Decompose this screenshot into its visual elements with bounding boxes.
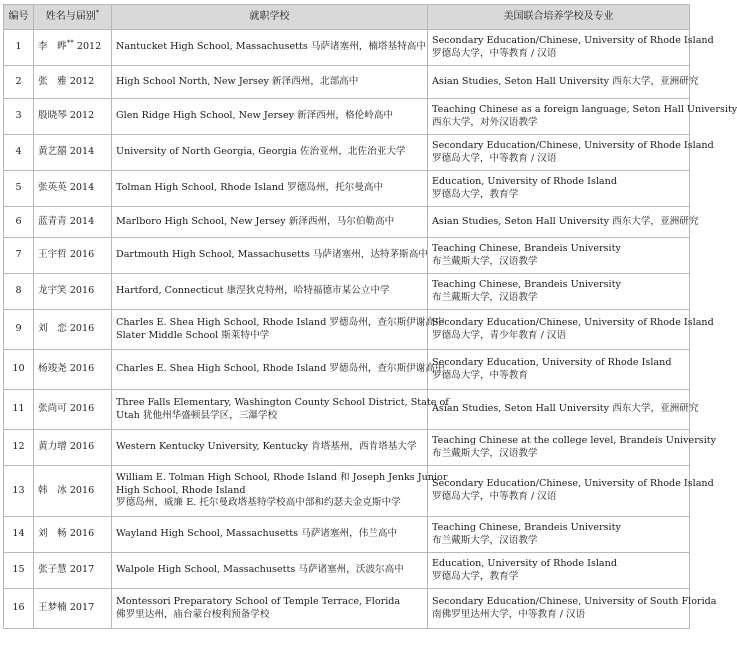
table-row (4, 171, 690, 207)
employer-school (112, 238, 428, 274)
us-program (428, 310, 714, 350)
header-row (4, 5, 690, 30)
program-line: 南佛罗里达州大学，中等教育 / 汉语 (432, 608, 586, 620)
program-line: 罗德岛大学，教育学 (432, 570, 519, 582)
program-line: Secondary Education/Chinese, University of Rhode Island (432, 316, 714, 328)
us-program (428, 99, 737, 135)
table-row (4, 99, 690, 135)
program-line: 布兰戴斯大学，汉语教学 (432, 291, 538, 303)
employer-school (112, 207, 428, 238)
employer-school (112, 589, 428, 629)
table-row (4, 135, 690, 171)
program-line: 罗德岛大学，青少年教育 / 汉语 (432, 329, 567, 341)
program-line: Secondary Education/Chinese, University of South Florida (432, 595, 717, 607)
school-line: Montessori Preparatory School of Temple Terrace, Florida (116, 595, 401, 607)
program-line: Teaching Chinese, Brandeis University (432, 521, 621, 533)
row-number: 16 (4, 589, 34, 629)
table-row (4, 207, 690, 238)
school-line: 罗德岛州，威廉 E. 托尔曼政塔基特学校高中部和约瑟夫金克斯中学 (116, 497, 401, 509)
header-footnote-mark: * (95, 8, 100, 17)
table-row (4, 350, 690, 390)
us-program (428, 350, 690, 390)
graduation-year: 2012 (76, 41, 102, 53)
school-line: Charles E. Shea High School, Rhode Island 罗德岛州，查尔斯伊谢高中 (116, 363, 445, 375)
table-row (4, 589, 690, 629)
student-name-year: 张英英 2014 (34, 171, 112, 207)
us-program (428, 517, 690, 553)
employer-school (112, 66, 428, 99)
header-no: 编号 (4, 5, 34, 30)
table-row (4, 310, 690, 350)
employer-school (112, 171, 428, 207)
school-line: Three Falls Elementary, Washington County School District, State of (116, 396, 449, 408)
school-line: Hartford, Connecticut 康涅狄克特州，哈特福德市某公立中学 (116, 285, 390, 297)
student-name-year: 刘 畅 2016 (34, 517, 112, 553)
school-line: 佛罗里达州，庙台蒙台梭利预备学校 (116, 608, 270, 620)
school-line: Slater Middle School 斯莱特中学 (116, 329, 270, 341)
student-name-year: 黄力增 2016 (34, 430, 112, 466)
table-row (4, 553, 690, 589)
student-name-year: 张尚可 2016 (34, 390, 112, 430)
row-number: 15 (4, 553, 34, 589)
table-header (4, 5, 690, 30)
table-row (4, 517, 690, 553)
footnote-mark: ** (66, 38, 74, 47)
row-number: 3 (4, 99, 34, 135)
program-line: 罗德岛大学，教育学 (432, 188, 519, 200)
student-name-year (34, 30, 112, 66)
program-line: 布兰戴斯大学，汉语教学 (432, 255, 538, 267)
program-line: Teaching Chinese at the college level, Brandeis University (432, 434, 717, 446)
header-name (34, 5, 112, 30)
row-number: 2 (4, 66, 34, 99)
student-name-year: 王梦楠 2017 (34, 589, 112, 629)
program-line: Secondary Education/Chinese, University of Rhode Island (432, 478, 714, 490)
us-program (428, 66, 699, 99)
school-line: William E. Tolman High School, Rhode Island 和 Joseph Jenks Junior (116, 471, 448, 483)
us-program (428, 274, 690, 310)
employer-school (112, 466, 448, 517)
table-row (4, 66, 690, 99)
student-name-year: 龙宇笑 2016 (34, 274, 112, 310)
us-program (428, 30, 714, 66)
header-school: 就职学校 (112, 5, 428, 30)
table-row (4, 430, 690, 466)
program-line: Teaching Chinese, Brandeis University (432, 278, 621, 290)
student-name-year: 黄艺囍 2014 (34, 135, 112, 171)
row-number: 1 (4, 30, 34, 66)
student-name-year: 殷晓琴 2012 (34, 99, 112, 135)
employer-school (112, 135, 428, 171)
header-program: 美国联合培养学校及专业 (428, 5, 690, 30)
school-line: Western Kentucky University, Kentucky 肯塔基州，西肯塔基大学 (116, 441, 417, 453)
school-line: High School, Rhode Island (116, 484, 246, 496)
program-line: 罗德岛大学，中等教育 / 汉语 (432, 491, 557, 502)
school-line: Marlboro High School, New Jersey 新泽西州，马尔伯勒高中 (116, 215, 395, 227)
program-line: Secondary Education/Chinese, University of Rhode Island (432, 139, 714, 151)
school-line: High School North, New Jersey 新泽西州，北部高中 (116, 75, 359, 87)
school-line: Glen Ridge High School, New Jersey 新泽西州，格伦岭高中 (116, 110, 394, 122)
student-name-year: 刘 恋 2016 (34, 310, 112, 350)
us-program (428, 135, 714, 171)
graduate-placement-table (3, 4, 737, 629)
row-number: 13 (4, 466, 34, 517)
employer-school (112, 517, 428, 553)
student-name-year: 张 雅 2012 (34, 66, 112, 99)
table-row (4, 238, 690, 274)
table-row (4, 466, 690, 517)
row-number: 10 (4, 350, 34, 390)
us-program (428, 390, 699, 430)
us-program (428, 466, 714, 517)
employer-school (112, 274, 428, 310)
school-line: Wayland High School, Massachusetts 马萨诸塞州，伟兰高中 (116, 528, 398, 540)
program-line: 罗德岛大学，中等教育 (432, 369, 528, 381)
program-line: Teaching Chinese as a foreign language, Seton Hall University (432, 103, 737, 115)
employer-school (112, 310, 445, 350)
row-number: 6 (4, 207, 34, 238)
program-line: Education, University of Rhode Island (432, 557, 617, 569)
program-line: Asian Studies, Seton Hall University 西东大学，亚洲研究 (432, 75, 699, 87)
program-line: Asian Studies, Seton Hall University 西东大学，亚洲研究 (432, 215, 699, 227)
school-line: University of North Georgia, Georgia 佐治亚州，北佐治亚大学 (116, 146, 406, 158)
us-program (428, 171, 690, 207)
school-line: Dartmouth High School, Massachusetts 马萨诸塞州，达特茅斯高中 (116, 249, 428, 261)
program-line: 罗德岛大学，中等教育 / 汉语 (432, 47, 557, 59)
employer-school (112, 430, 428, 466)
employer-school (112, 553, 428, 589)
student-name-year: 韩 冰 2016 (34, 466, 112, 517)
table-row (4, 30, 690, 66)
school-line: Charles E. Shea High School, Rhode Island 罗德岛州，查尔斯伊谢高中 (116, 316, 445, 328)
us-program (428, 553, 690, 589)
us-program (428, 430, 717, 466)
school-line: Utah 犹他州华盛顿县学区，三瀑学校 (116, 409, 278, 421)
row-number: 5 (4, 171, 34, 207)
us-program (428, 589, 717, 629)
row-number: 7 (4, 238, 34, 274)
table-row (4, 390, 690, 430)
school-line: Tolman High School, Rhode Island 罗德岛州，托尔曼高中 (116, 182, 384, 194)
row-number: 9 (4, 310, 34, 350)
row-number: 11 (4, 390, 34, 430)
program-line: Secondary Education/Chinese, University of Rhode Island (432, 34, 714, 46)
employer-school (112, 350, 445, 390)
student-name-year: 杨竣尧 2016 (34, 350, 112, 390)
header-name-label: 姓名与届别 (45, 11, 96, 23)
table-body (4, 30, 737, 629)
program-line: Secondary Education, University of Rhode Island (432, 356, 672, 368)
student-name: 李 晔 (38, 41, 67, 53)
program-line: 罗德岛大学，中等教育 / 汉语 (432, 152, 557, 164)
program-line: 布兰戴斯大学，汉语教学 (432, 534, 538, 546)
us-program (428, 207, 699, 238)
row-number: 14 (4, 517, 34, 553)
program-line: Asian Studies, Seton Hall University 西东大学，亚洲研究 (432, 403, 699, 415)
row-number: 4 (4, 135, 34, 171)
program-line: Teaching Chinese, Brandeis University (432, 242, 621, 254)
employer-school (112, 99, 428, 135)
program-line: 布兰戴斯大学，汉语教学 (432, 447, 538, 459)
school-line: Walpole High School, Massachusetts 马萨诸塞州，沃波尔高中 (116, 564, 404, 576)
table-row (4, 274, 690, 310)
student-name-year: 蓝青青 2014 (34, 207, 112, 238)
student-name-year: 张子慧 2017 (34, 553, 112, 589)
school-line: Nantucket High School, Massachusetts 马萨诸塞州，楠塔基特高中 (116, 41, 426, 53)
us-program (428, 238, 690, 274)
row-number: 12 (4, 430, 34, 466)
program-line: 西东大学，对外汉语教学 (432, 116, 538, 128)
program-line: Education, University of Rhode Island (432, 175, 617, 187)
row-number: 8 (4, 274, 34, 310)
employer-school (112, 30, 428, 66)
student-name-year: 王宇哲 2016 (34, 238, 112, 274)
employer-school (112, 390, 449, 430)
